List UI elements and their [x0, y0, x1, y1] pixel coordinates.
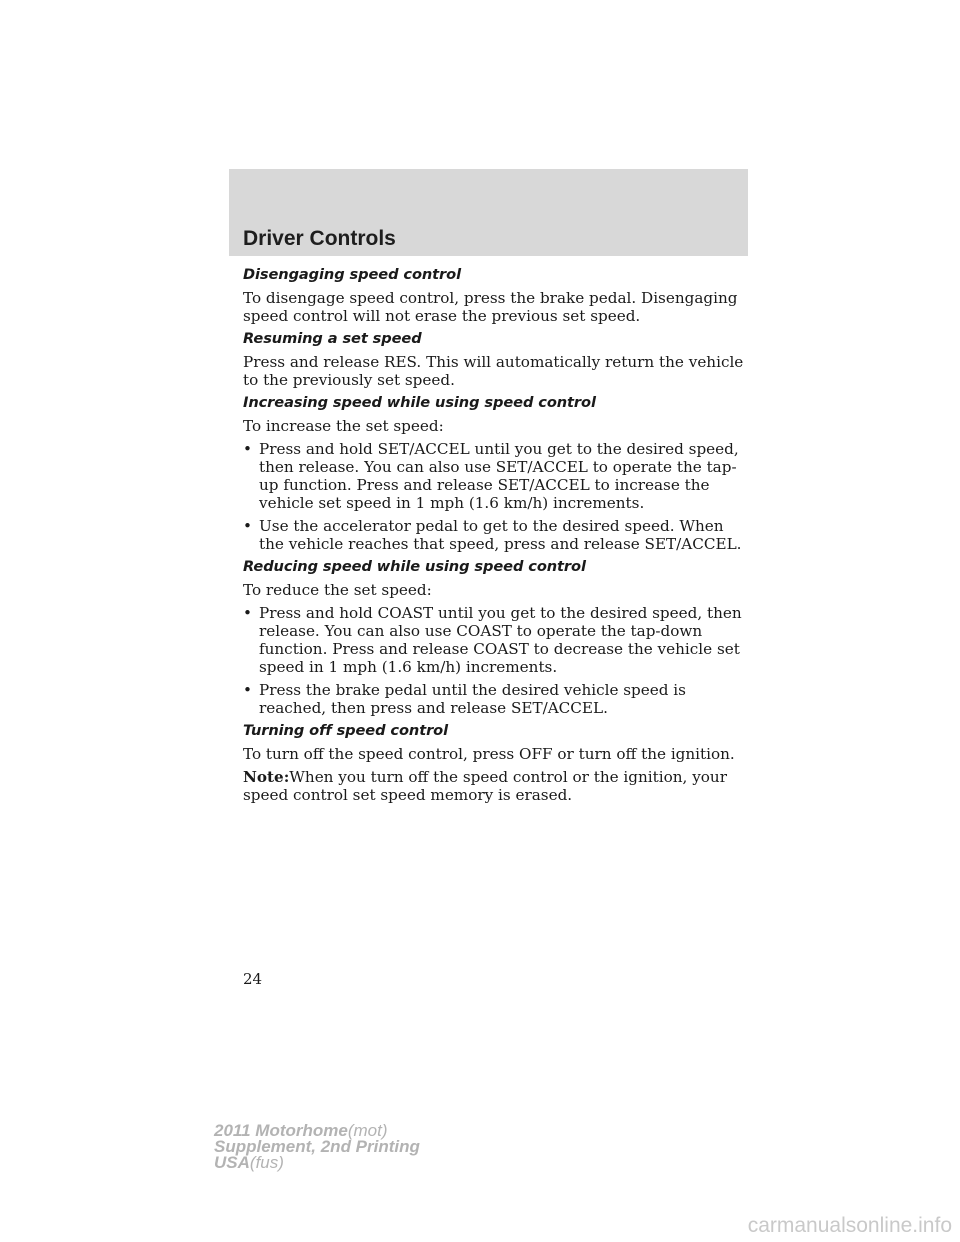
bullet-marker: •: [243, 681, 252, 699]
bullet-marker: •: [243, 604, 252, 622]
note: [243, 768, 753, 804]
heading-reducing: Reducing speed while using speed control: [243, 558, 586, 575]
para-disengaging: To disengage speed control, press the brake pedal. Disengaging speed control will not erase the previous set speed.: [243, 289, 738, 325]
para-turning-off: To turn off the speed control, press OFF or turn off the ignition.: [243, 745, 735, 763]
document-footer: [214, 1123, 420, 1171]
list-item-text: Press the brake pedal until the desired vehicle speed is reached, then press and release SET/ACCEL.: [259, 681, 686, 717]
list-increasing: [243, 440, 753, 553]
section-title: Driver Controls: [243, 227, 396, 250]
page-number: 24: [243, 970, 263, 988]
footer-line-3: [214, 1155, 420, 1171]
heading-turning-off: Turning off speed control: [243, 722, 448, 739]
list-item-text: Press and hold SET/ACCEL until you get to the desired speed, then release. You can also use SET/ACCEL to operate the tap-up function. Press and release SET/ACCEL to increase the vehicle set speed in 1 mph (1.6 km/h) increments.: [259, 440, 739, 512]
watermark-text: carmanualsonline.info: [747, 1214, 952, 1237]
heading-increasing: Increasing speed while using speed control: [243, 394, 596, 411]
note-label: Note:: [243, 768, 290, 786]
list-reducing: [243, 604, 753, 717]
footer-model-code: (mot): [347, 1121, 388, 1140]
list-item: [243, 440, 753, 512]
page-content: [243, 264, 753, 809]
list-item-text: Press and hold COAST until you get to the desired speed, then release. You can also use COAST to operate the tap-down function. Press and release COAST to decrease the vehicle set speed in 1 mph (1.6 km/h) increments.: [259, 604, 742, 676]
footer-market: USA: [214, 1153, 250, 1172]
list-item: [243, 681, 753, 717]
footer-line-2: Supplement, 2nd Printing: [214, 1137, 420, 1156]
footer-model: 2011 Motorhome: [214, 1121, 348, 1140]
para-reducing-intro: To reduce the set speed:: [243, 581, 432, 599]
heading-disengaging: Disengaging speed control: [243, 266, 461, 283]
heading-resuming: Resuming a set speed: [243, 330, 422, 347]
list-item-text: Use the accelerator pedal to get to the desired speed. When the vehicle reaches that speed, press and release SET/ACCEL.: [259, 517, 742, 553]
para-resuming: Press and release RES. This will automatically return the vehicle to the previously set speed.: [243, 353, 744, 389]
list-item: [243, 517, 753, 553]
list-item: [243, 604, 753, 676]
footer-market-code: (fus): [249, 1153, 284, 1172]
bullet-marker: •: [243, 517, 252, 535]
note-text: When you turn off the speed control or the ignition, your speed control set speed memory is erased.: [243, 768, 727, 804]
para-increasing-intro: To increase the set speed:: [243, 417, 444, 435]
bullet-marker: •: [243, 440, 252, 458]
section-header-bar: [229, 169, 748, 256]
